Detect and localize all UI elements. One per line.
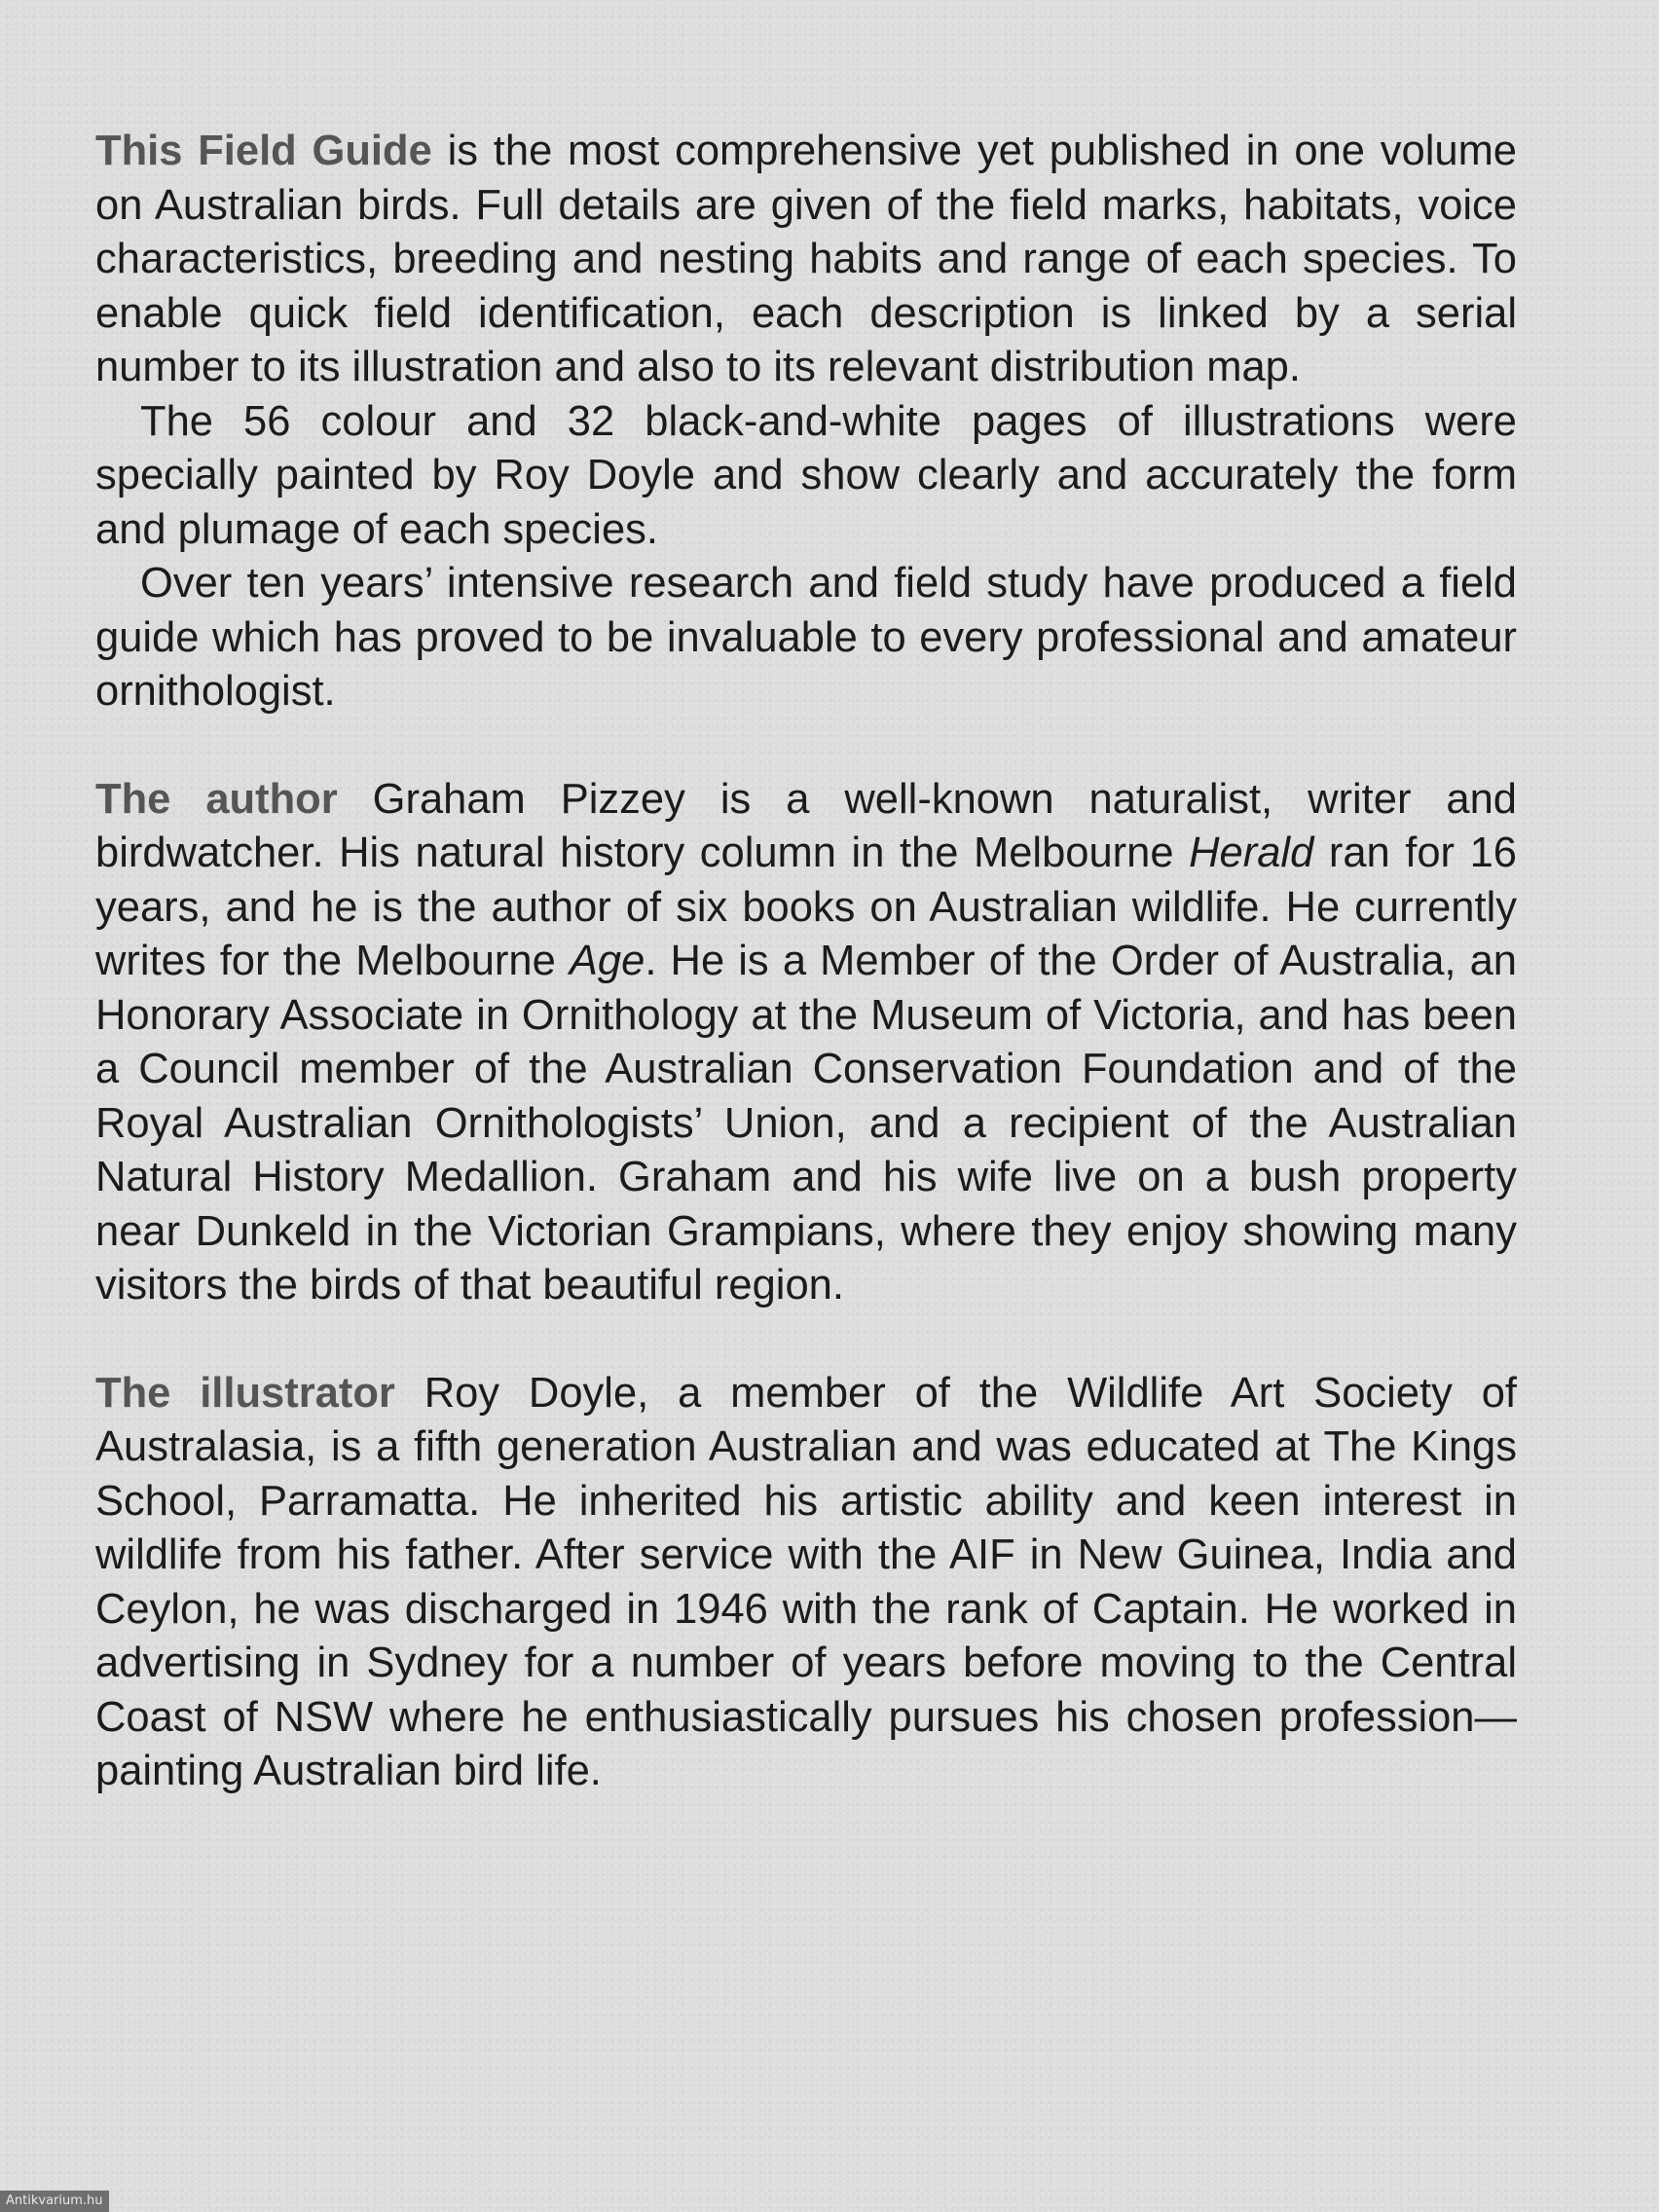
back-cover-text (95, 125, 1517, 1799)
illustrator-bio (95, 1367, 1517, 1799)
herald-title: Herald (1189, 830, 1314, 876)
intro-paragraph-1-text: is the most comprehensive yet published in one volume on Australian birds. Full details are given of the field marks, habitats, voice characteristics, breeding and nesting habits and range of each species. To enable quick field identification, each description is linked by a serial number to its illustration and also to its relevant distribution map. (95, 128, 1517, 390)
illustrator-heading: The illustrator (95, 1369, 395, 1417)
author-bio (95, 773, 1517, 1313)
illustrator-text: Roy Doyle, a member of the Wildlife Art Society of Australasia, is a fifth generation Australian and was educated at The Kings School, Parramatta. He inherited his artistic ability and keen interest in wildlife from his father. After service with the AIF in New Guinea, India and Ceylon, he was discharged in 1946 with the rank of Captain. He worked in advertising in Sydney for a number of years before moving to the Central Coast of NSW where he enthusiastically pursues his chosen profession—painting Australian bird life. (95, 1369, 1517, 1794)
field-guide-description (95, 125, 1517, 719)
illustrator-paragraph (95, 1367, 1517, 1799)
intro-paragraph-3: Over ten years’ intensive research and field study have produced a field guide which has proved to be invaluable to every professional and amateur ornithologist. (95, 560, 1517, 715)
author-text-part-3: . He is a Member of the Order of Australia, an Honorary Associate in Ornithology at the Museum of Victoria, and has been a Council member of the Australian Conservation Foundation and of the Royal Australian Ornithologists’ Union, and a recipient of the Australian Natural History Medallion. Graham and his wife live on a bush property near Dunkeld in the Victorian Grampians, where they enjoy showing many visitors the birds of that beautiful region. (95, 938, 1517, 1309)
author-paragraph (95, 773, 1517, 1313)
field-guide-heading: This Field Guide (95, 128, 432, 174)
intro-paragraph-1 (95, 125, 1517, 395)
intro-paragraph-2: The 56 colour and 32 black-and-white pages of illustrations were specially painted by Roy Doyle and show clearly and accurately the form and plumage of each species. (95, 397, 1517, 553)
author-text-part-2: ran for 16 years, and he is the author of six books on Australian wildlife. He currently writes for the Melbourne (95, 830, 1517, 984)
author-heading: The author (95, 775, 338, 823)
watermark: Antikvarium.hu (0, 2191, 109, 2212)
age-title: Age (569, 938, 645, 984)
author-text-part-1: Graham Pizzey is a well-known naturalist, writer and birdwatcher. His natural history column in the Melbourne (95, 775, 1517, 876)
